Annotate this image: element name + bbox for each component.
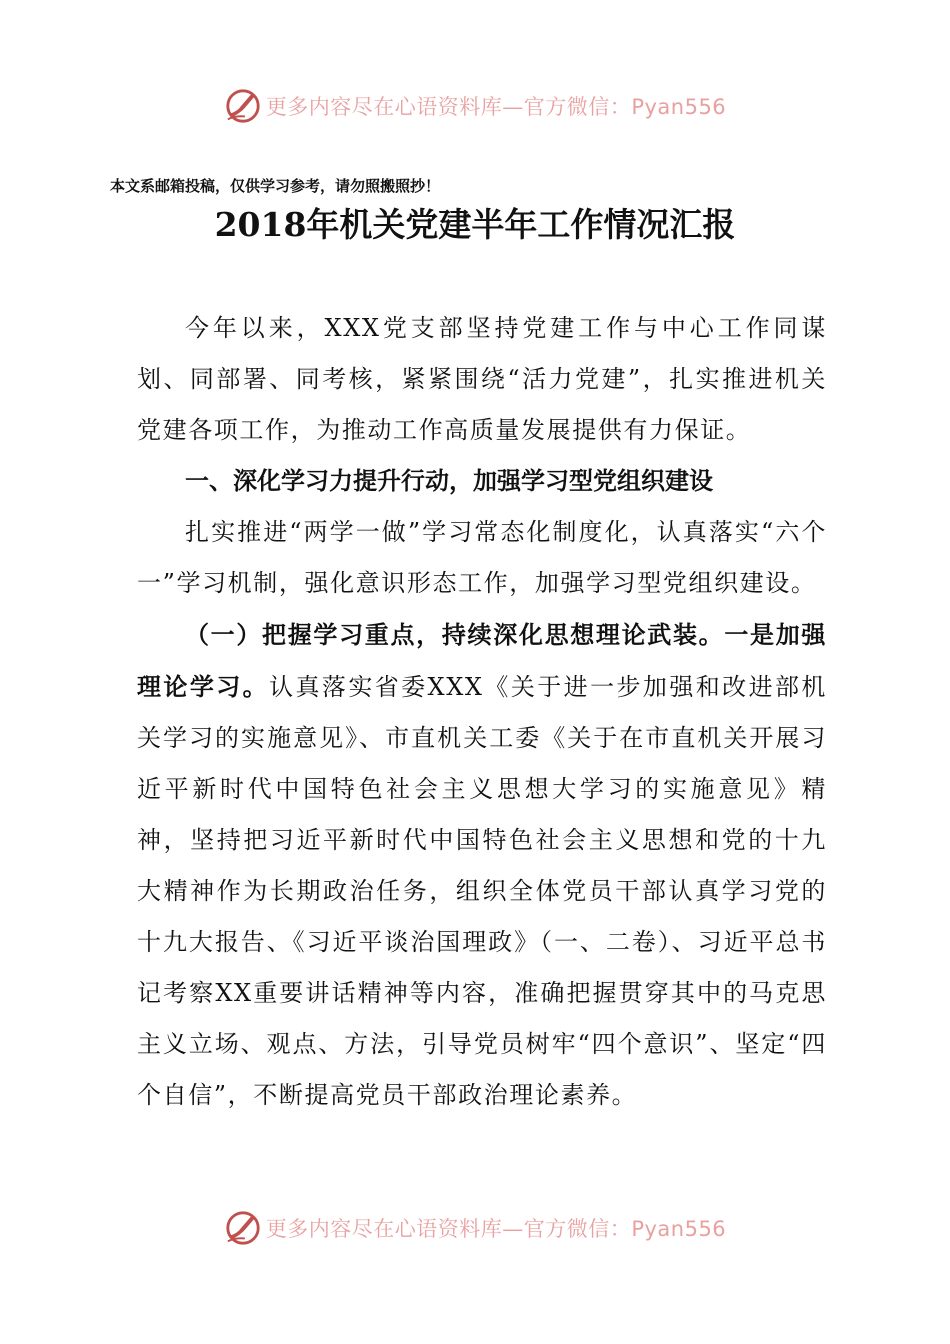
subsection-text: 认真落实省委XXX《关于进一步加强和改进部机关学习的实施意见》、市直机关工委《关于在市直机关开展习近平新时代中国特色社会主义思想大学习的实施意见》精神，坚持把习近平新时代中国特色社会主义思想和党的十九大精神作为长期政治任务，组织全体党员干部认真学习党的十九大报告、《习近平谈治国理政》（一、二卷）、习近平总书记考察XX重要讲话精神等内容，准确把握贯穿其中的马克思主义立场、观点、方法，引导党员树牢“四个意识”、坚定“四个自信”，不断提高党员干部政治理论素养。 xyxy=(137,673,827,1109)
pen-circle-logo-icon xyxy=(224,1209,262,1247)
watermark-text: 更多内容尽在心语资料库—官方微信：Pyan556 xyxy=(265,1217,727,1241)
subsection-bold-lead: （一）把握学习重点，持续深化思想理论武装。一是加强理论学习。 xyxy=(137,620,827,701)
watermark-banner-top xyxy=(0,84,950,128)
document-body xyxy=(137,303,827,1121)
intro-paragraph: 今年以来，XXX党支部坚持党建工作与中心工作同谋划、同部署、同考核，紧紧围绕“活力党建”，扎实推进机关党建各项工作，为推动工作高质量发展提供有力保证。 xyxy=(137,314,827,444)
section-heading: 一、深化学习力提升行动，加强学习型党组织建设 xyxy=(185,467,713,495)
section-summary-paragraph: 扎实推进“两学一做”学习常态化制度化，认真落实“六个一”学习机制，强化意识形态工作，加强学习型党组织建设。 xyxy=(137,518,827,597)
submission-notice: 本文系邮箱投稿，仅供学习参考，请勿照搬照抄！ xyxy=(110,177,441,195)
pen-circle-logo-icon xyxy=(224,87,262,125)
watermark-banner-bottom xyxy=(0,1206,950,1250)
subsection-paragraph xyxy=(137,609,827,1121)
document-title: 2018年机关党建半年工作情况汇报 xyxy=(214,205,736,244)
watermark-text: 更多内容尽在心语资料库—官方微信：Pyan556 xyxy=(265,95,727,119)
